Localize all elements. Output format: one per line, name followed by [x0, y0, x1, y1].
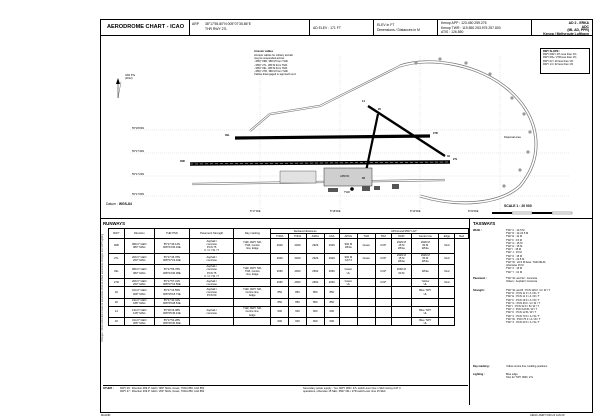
- table-cell: [357, 306, 375, 317]
- table-cell: 600: [271, 318, 289, 326]
- table-cell: Green UL: [339, 279, 357, 287]
- table-row: [109, 306, 469, 317]
- table-row: [109, 287, 469, 298]
- other-runways: OTHER : RWY 09 : Direction 089.0° GEO / 083° MAG, Grass, TODA 850, LDA 850 RWY 27 : Direction 269.0° GEO / 263° MAG, Grass, TODA 850, LDA 850 Secondary power supply : Yes, RWY 09R / 27L switch-over time 1 SEC during CAT II operations, otherwise 15 SEC, RWY 09L / 27R switch-over time 15 SEC: [103, 385, 468, 405]
- var-label: VAR 6°E: [125, 74, 136, 77]
- table-cell: [234, 279, 271, 287]
- taxiway-strength: TWY S1 and B : PCN 120 F / A / W / T TWY D : PCN 11 F / A / W / T TWY E : PCN 11 F / A / W / T TWY F : PCN 19 F / A / W / T TWY G : PCN 30 F / A / W / T TWY I : PCN 32 F / B / W / T TWY J : PCN 120 B / W / T TWY K : PCN 12 B / W / T TWY V : PCN 70 F / A / W / T TWY W : PCN 75 F / A / W / T TWY X : PCN 43 F / A / W / T: [506, 289, 551, 325]
- rwy-09l-label: 09L: [225, 134, 230, 137]
- table-cell: [339, 306, 357, 317]
- table-cell: 2660: [271, 279, 289, 287]
- arrestor-title: Arrestor cables: [254, 50, 274, 53]
- apron-label: APRON: [340, 175, 350, 178]
- table-cell: Blue TWY UL: [412, 306, 439, 317]
- table-cell: [375, 287, 391, 298]
- rwy-32-label: 32: [447, 155, 450, 158]
- table-cell: 850: [306, 287, 324, 298]
- aerodrome-map: [100, 36, 593, 219]
- rwy-slope-box: RWY SLOPE : RWY 09R / 27L less than 1% RWY 09L / 27R less than 1% RWY 02 / 20 less than 1% RWY 14 / 32 less than 1%: [540, 48, 590, 74]
- table-cell: 3.00°: [375, 239, 391, 253]
- lon-label: 8°17'00E: [250, 210, 261, 213]
- table-cell: THR, RWY NR, TDZ, Centre line, Edge: [234, 239, 271, 253]
- rwy-20-label: 20: [378, 108, 381, 111]
- ad-elev: AD ELEV : 171 FT: [313, 26, 341, 30]
- arrestor-notes: Arrestor cables for military aircraft may be suspended across - RWY 09R, 380 M from THR. - RWY 27L, 380 M from THR. - RWY 09L, 380 M from THR. - RWY 27R, 380 M from THR. Cables disengaged in approach end.: [254, 54, 297, 77]
- taxiway-pavement: TWY S1 and S2 : Concrete Others : Asphalt / Concrete: [506, 277, 538, 284]
- table-cell: 600: [324, 318, 339, 326]
- table-cell: [339, 298, 357, 306]
- thr-label: THR RWY 27L: [205, 27, 228, 31]
- table-cell: 089.0° GEO 083° MAG: [124, 239, 154, 253]
- table-cell: Asphalt / concrete PCN 75 F / C / W / T: [189, 239, 233, 253]
- table-cell: 55°18'16.38N 008°05'45.44E: [154, 306, 189, 317]
- dispersal-label: Dispersal area: [504, 136, 521, 139]
- table-cell: [439, 306, 455, 317]
- table-cell: 55°17'57.41N 008°07'16.59E: [154, 279, 189, 287]
- lat-label: 55°18'00N: [132, 127, 145, 130]
- table-cell: 09R: [109, 239, 125, 253]
- lon-label: 8°18'00E: [330, 210, 341, 213]
- col-lighting: APCH and RWY LGT: [339, 229, 468, 234]
- var-year: (2012): [125, 77, 133, 80]
- col-day-marking: Day marking: [234, 229, 271, 239]
- rwy-02-label: 02: [362, 177, 365, 180]
- ad-sub: ADC: [581, 24, 589, 29]
- table-cell: Asphalt / concrete PCN 60: [189, 287, 233, 298]
- table-row: [109, 279, 469, 287]
- taxiway-marking: Yellow centre line, Holding positions: [506, 365, 548, 368]
- table-cell: [339, 318, 357, 326]
- table-cell: [412, 298, 439, 306]
- lat-label: 55°17'40N: [132, 150, 145, 153]
- table-cell: [357, 279, 375, 287]
- table-cell: 2929: [306, 239, 324, 253]
- table-cell: 3.00°: [375, 279, 391, 287]
- north-arrow-icon: [116, 78, 121, 98]
- ad-chart-type: (ML AD, PPR): [567, 28, 589, 33]
- table-cell: 2929: [324, 239, 339, 253]
- table-row: [109, 253, 469, 264]
- table-cell: 2660: [271, 264, 289, 278]
- table-cell: 55°17'46.14N 008°04'36.34E: [154, 239, 189, 253]
- freq-atis: ATIS : 126.850: [441, 30, 464, 34]
- taxiways-section: TAXIWAYS Width : TWY C : 13.5 M TWY D : 12-22.5 M TWY E : 12 M TWY F : 15 M TWY G : 15 M TWY H : 15 M TWY I : 15 M TWY J : 15 M TWY K : 15 M TWY V : 22.5 M TWY W : 22.5 M betw. THR 09L/R, otherwise 15 M TWY X : 15 M TWY Y : 12 M Pavement : TWY S1 and S2 : Concrete Others : Asphalt / Concrete Strength : TWY S1 and B : PCN 120 F / A / W / T TWY D : PCN 11 F / A / W / T TWY E : PCN 11 F / A / W / T TWY F : PCN 19 F / A / W / T TWY G : PCN 30 F / A / W / T TWY I : PCN 32 F / B / W / T TWY J : PCN 120 B / W / T TWY K : PCN 12 B / W / T TWY V : PCN 70 F / A / W / T TWY W : PCN 75 F / A / W / T TWY X : PCN 43 F / A / W / T Day marking : Yellow centre line, Holding positions Lighting : Blue edge SGL for TWY 09R / 27L: [473, 221, 551, 380]
- table-cell: Green: [357, 253, 375, 264]
- lon-label: 8°20'00E: [468, 210, 479, 213]
- table-cell: [339, 287, 357, 298]
- ad-code: AD 2 - ERKA: [568, 21, 589, 25]
- col-thr-psn: THR PSN: [154, 229, 189, 239]
- table-cell: Asphalt / concrete: [189, 306, 233, 317]
- table-cell: 600: [289, 318, 307, 326]
- runways-title: RUNWAYS: [103, 221, 126, 226]
- table-cell: 2660: [324, 264, 339, 278]
- elev-unit: ELEV in FT: [377, 23, 395, 27]
- rwy-09r-label: 09R: [180, 160, 185, 163]
- table-cell: 27L: [109, 253, 125, 264]
- table-cell: [234, 318, 271, 326]
- table-cell: [391, 279, 411, 287]
- table-cell: 2660: [289, 279, 307, 287]
- scale-bar: [492, 212, 572, 214]
- table-cell: [391, 298, 411, 306]
- table-cell: [439, 298, 455, 306]
- table-cell: 32: [109, 318, 125, 326]
- table-cell: 269.0° GEO 263° MAG: [124, 279, 154, 287]
- table-cell: 2660: [289, 264, 307, 278]
- twr-label: TWR: [344, 191, 350, 194]
- table-cell: White: [412, 264, 439, 278]
- table-cell: 850: [271, 298, 289, 306]
- table-cell: [357, 318, 375, 326]
- table-cell: 850: [324, 298, 339, 306]
- col-declared: Declared distances: [271, 229, 340, 234]
- side-note: Changes : Minor corrections made to aerodrome chart to reflect aerodrome changes and RWY lighting: [101, 233, 104, 342]
- col-pavement: Pavement Strength: [189, 229, 233, 239]
- table-cell: 09L: [109, 264, 125, 278]
- table-cell: Asphalt / concrete PCN 75 F / C / W / T: [189, 264, 233, 278]
- col-direction: Direction: [124, 229, 154, 239]
- table-cell: 3.00°: [375, 264, 391, 278]
- header-bar: [100, 19, 593, 36]
- table-cell: THR, RWY NR, Centre line, Edge: [234, 287, 271, 298]
- table-cell: 3.00°: [375, 253, 391, 264]
- table-cell: [439, 287, 455, 298]
- table-row: [109, 239, 469, 253]
- table-cell: [357, 298, 375, 306]
- table-cell: 900 M White: [339, 239, 357, 253]
- table-cell: [375, 318, 391, 326]
- taxiways-title: TAXIWAYS: [473, 221, 496, 226]
- table-row: [109, 318, 469, 326]
- table-cell: 2929: [271, 253, 289, 264]
- rwy-27r-label: 27R: [433, 132, 438, 135]
- table-cell: 2660: [306, 264, 324, 278]
- taxiway-lighting: Blue edge SGL for TWY 09R / 27L: [506, 373, 534, 380]
- table-cell: 269.0° GEO 263° MAG: [124, 253, 154, 264]
- table-cell: 600: [289, 306, 307, 317]
- table-cell: Asphalt / concrete: [189, 279, 233, 287]
- table-cell: 2660: [306, 279, 324, 287]
- table-cell: Asphalt / concrete: [189, 253, 233, 264]
- freq-app: Kenop APP : 123.450 259.275: [441, 21, 487, 25]
- table-row: [109, 264, 469, 278]
- lat-label: 55°17'00N: [132, 193, 145, 196]
- table-cell: 850: [289, 298, 307, 306]
- table-cell: [391, 287, 411, 298]
- rwy-14-label: 14: [362, 100, 365, 103]
- table-cell: [234, 253, 271, 264]
- table-cell: [375, 306, 391, 317]
- table-cell: 600: [306, 318, 324, 326]
- ad-name: Kenop / Meltyroute Lufthavn: [543, 31, 589, 36]
- table-cell: [189, 298, 233, 306]
- table-cell: Green: [357, 239, 375, 253]
- table-cell: Red: [439, 239, 455, 253]
- table-cell: 2929 M 60 M White: [412, 239, 439, 253]
- col-rwy: RWY: [109, 229, 125, 239]
- table-cell: [375, 298, 391, 306]
- table-cell: [439, 318, 455, 326]
- scale-label: SCALE 1 : 20 000: [504, 204, 532, 208]
- table-cell: [391, 306, 411, 317]
- table-cell: THR, RWY NR, TDZ, Centre line, Edge: [234, 264, 271, 278]
- table-cell: 850: [306, 298, 324, 306]
- table-cell: 014.0° GEO 008° MAG: [124, 287, 154, 298]
- table-cell: 2929: [289, 253, 307, 264]
- table-cell: Red: [439, 279, 455, 287]
- table-cell: 2660 M 60 M: [391, 264, 411, 278]
- taxiway-widths: TWY C : 13.5 M TWY D : 12-22.5 M TWY E : 12 M TWY F : 15 M TWY G : 15 M TWY H : 15 M TWY I : 15 M TWY J : 15 M TWY K : 15 M TWY V : 22.5 M TWY W : 22.5 M betw. THR 09L/R, otherwise 15 M TWY X : 15 M TWY Y : 12 M: [506, 229, 547, 274]
- table-cell: 2929: [324, 253, 339, 264]
- table-cell: 134.0° GEO 128° MAG: [124, 306, 154, 317]
- table-cell: 2929 M 15 M White: [391, 239, 411, 253]
- table-cell: 55°17'46.78N 008°07'19.04E: [154, 253, 189, 264]
- freq-twr: Kenop TWR : 119.850 253.975 257.800: [441, 25, 501, 30]
- table-cell: [391, 318, 411, 326]
- dimensions-note: Dimensions / Distances in M: [377, 28, 420, 32]
- table-cell: 900 M CAT II: [339, 253, 357, 264]
- datum-label: Datum : WGS-84: [106, 202, 132, 206]
- table-cell: 194.0° GEO 188° MAG: [124, 298, 154, 306]
- table-cell: 55°17'14.55N 008°05'18.73E: [154, 287, 189, 298]
- lon-label: 8°19'00E: [410, 210, 421, 213]
- table-cell: 850: [289, 287, 307, 298]
- table-cell: Yellow UL: [412, 279, 439, 287]
- table-cell: Blue TWY UL: [412, 287, 439, 298]
- table-cell: [357, 264, 375, 278]
- table-cell: 2660: [324, 279, 339, 287]
- table-cell: 55°17'56.78N 008°04'36.38E: [154, 264, 189, 278]
- chart-title: AERODROME CHART - ICAO: [107, 24, 185, 30]
- table-cell: 55°17'54.28N 008°06'30.66E: [154, 318, 189, 326]
- rwy-27l-label: 27L: [453, 158, 458, 161]
- table-cell: 55°17'40.44N 008°05'28.53E: [154, 298, 189, 306]
- footer-left: MAANR: [101, 414, 111, 417]
- runways-table: RWY Direction THR PSN Pavement Strength Day marking Declared distances APCH and RWY LGT TORA TODA ASDA LDA APCH THR TDZ PAPI Centre line Edge Red 09R 089.0° GEO 083° MAG 55°17'46.14N 008°04'36.34E Asphalt / concrete PCN 75 F / C / W / T THR, RWY NR, TDZ, Centre line, Edge 2929 2929 2929 2929 900 M White Green 3.00° 2929 M 15 M White 2929 M 60 M White Red 27L 269.0° GEO 263° MAG 55°17'46.78N 008°07'19.04E Asphalt / concrete 2929 2929 2929 2929 900 M CAT II Green 3.00° 2929 M 15 M White 2929 M 60 M White Red 09L 089.0° GEO 083° MAG 55°17'56.78N 008°04'36.38E Asphalt / concrete PCN 75 F / C / W / T THR, RWY NR, TDZ, Centre line, Edge 2660 2660 2660 2660 Green UL 3.00° 2660 M 60 M White Red 27R 269.0° GEO 263° MAG 55°17'57.41N 008°07'16.59E Asphalt / concrete 2660 2660 2660 2660 Green UL 3.00° Yellow UL Red 02 014.0° GEO 008° MAG 55°17'14.55N 008°05'18.73E Asphalt / concrete PCN 60 THR, RWY NR, Centre line, Edge 850 850 850 850 Blue TWY UL 20 194.0° GEO 188° MAG 55°17'40.44N 008°05'28.53E 850 850 850 850 14 134.0° GEO 128° MAG 55°18'16.38N 008°05'45.44E Asphalt / concrete THR, RWY NR, Centre line, Edge 600 600 600 600 Blue TWY UL 32 314.0° GEO 308° MAG 55°17'54.28N 008°06'30.66E 600 600 600 600 Blue TWY UL: [108, 228, 469, 326]
- table-cell: 850: [324, 287, 339, 298]
- table-cell: [234, 298, 271, 306]
- table-cell: 600: [324, 306, 339, 317]
- tower-icon: [350, 187, 354, 191]
- table-cell: [189, 318, 233, 326]
- table-cell: 02: [109, 287, 125, 298]
- runways-section: [100, 219, 470, 405]
- table-cell: Red: [439, 253, 455, 264]
- table-cell: 14: [109, 306, 125, 317]
- table-row: [109, 298, 469, 306]
- table-cell: 850: [271, 287, 289, 298]
- table-cell: 600: [271, 306, 289, 317]
- table-cell: 27R: [109, 279, 125, 287]
- table-cell: [357, 287, 375, 298]
- table-cell: 600: [306, 306, 324, 317]
- arp-value: 38°17'55.80"N 005°07'35.86"E: [205, 22, 252, 26]
- table-cell: 20: [109, 298, 125, 306]
- lat-label: 55°17'20N: [132, 173, 145, 176]
- table-cell: Red: [439, 264, 455, 278]
- table-cell: Blue TWY UL: [412, 318, 439, 326]
- table-cell: 2929 M 60 M White: [412, 253, 439, 264]
- table-cell: 089.0° GEO 083° MAG: [124, 264, 154, 278]
- footer-right: AIRAC AMDT 6/09 22 JAN 09: [530, 414, 565, 417]
- table-cell: 2929: [289, 239, 307, 253]
- table-cell: 314.0° GEO 308° MAG: [124, 318, 154, 326]
- table-cell: 2929: [271, 239, 289, 253]
- arp-label: ARP: [192, 22, 199, 26]
- table-cell: Green UL: [339, 264, 357, 278]
- table-cell: THR, RWY NR, Centre line, Edge: [234, 306, 271, 317]
- table-cell: 2929 M 15 M White: [391, 253, 411, 264]
- table-cell: 2929: [306, 253, 324, 264]
